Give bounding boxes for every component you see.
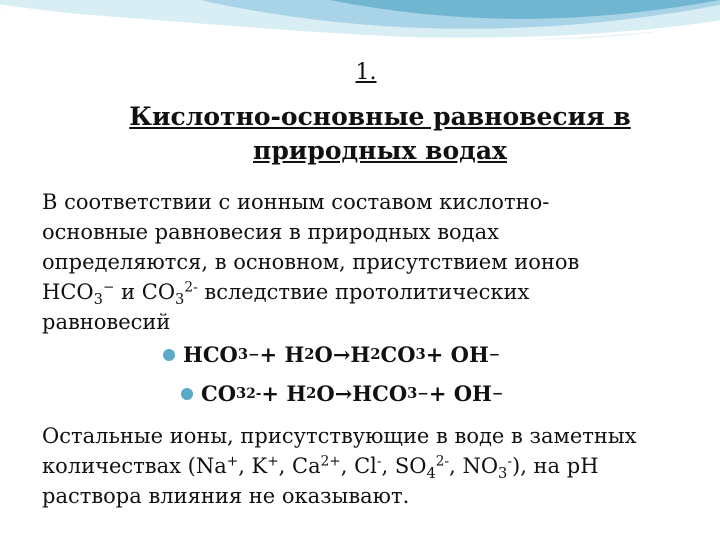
arrow-icon: → xyxy=(334,381,353,406)
slide-title xyxy=(60,100,700,168)
circle-bullet-icon xyxy=(181,388,193,400)
closing-paragraph xyxy=(42,421,702,511)
title-line-2: природных водах xyxy=(253,136,507,165)
arrow-icon: → xyxy=(332,342,351,367)
closing-line-1: Остальные ионы, присутствующие в воде в заметных xyxy=(42,424,637,448)
intro-line-5: равновесий xyxy=(42,310,171,334)
intro-line-4: $HCO_3^-$ и $CO_3^{2-}$ вследствие протолитических xyxy=(42,279,530,309)
intro-paragraph xyxy=(42,187,702,337)
title-line-1: Кислотно-основные равновесия в xyxy=(129,102,631,131)
intro-line-2: основные равновесия в природных водах xyxy=(42,220,499,244)
closing-line-2: количествах (Na+, K+, $Ca^{2+}$, Cl-, $SO_4^{2-}$, $NO_3^-$), на pH xyxy=(42,453,599,483)
equation-1: HCO 3 − + H 2 O → H 2 CO 3 + OH − xyxy=(163,342,500,367)
slide-number: 1. xyxy=(355,60,377,85)
circle-bullet-icon xyxy=(163,349,175,361)
equation-2: CO 3 2- + H 2 O → HCO 3 − + OH − xyxy=(181,381,503,406)
intro-line-3: определяются, в основном, присутствием ионов xyxy=(42,250,580,274)
intro-line-1: В соответствии с ионным составом кислотно- xyxy=(42,190,550,214)
closing-line-3: раствора влияния не оказывают. xyxy=(42,484,410,508)
